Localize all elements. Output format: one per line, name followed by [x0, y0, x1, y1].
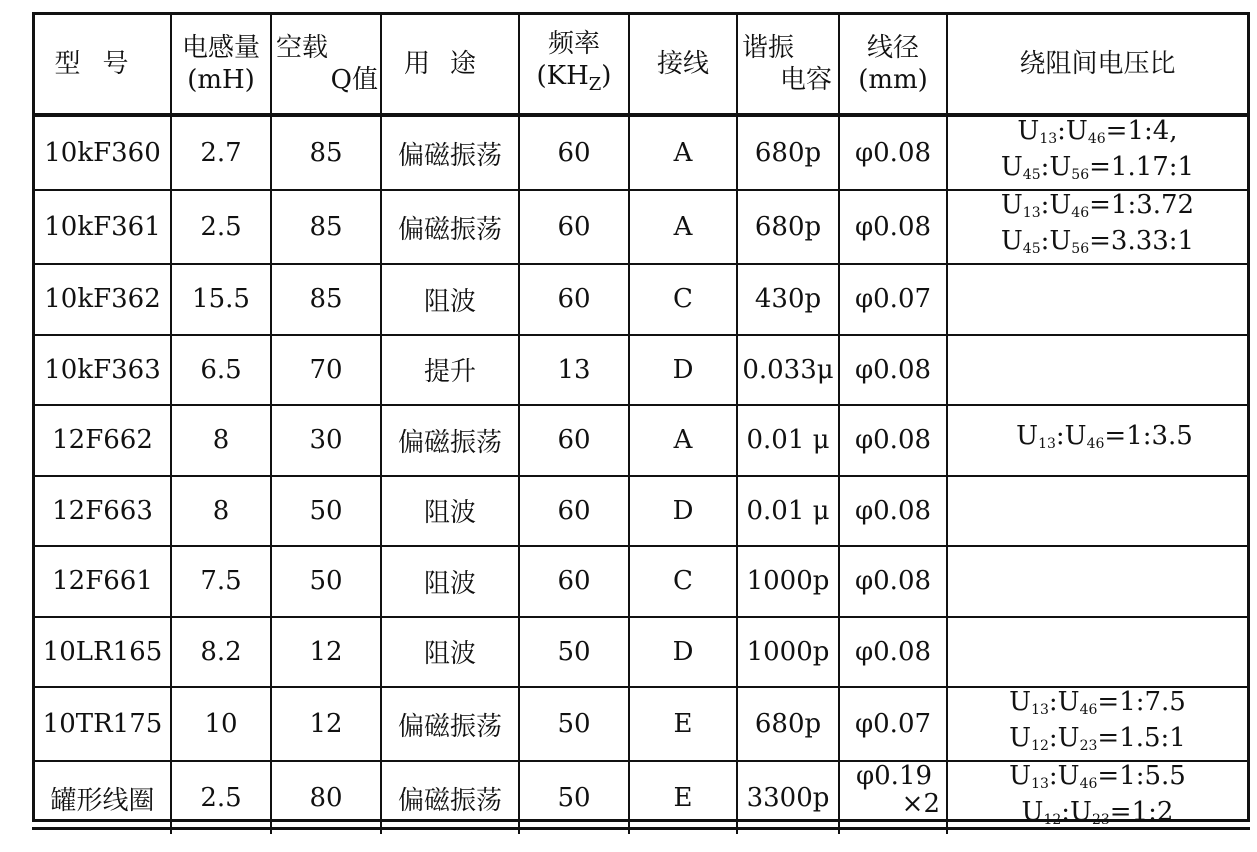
- voltage-ratio-cell: [947, 264, 1247, 335]
- ratio-text: U: [1009, 761, 1032, 791]
- ratio-text: =1.5:1: [1097, 723, 1186, 753]
- capacitance-cell: 680p: [737, 115, 839, 190]
- ratio-text: :U: [1055, 421, 1087, 452]
- ratio-subscript: 13: [1022, 205, 1041, 221]
- frequency-cell: 50: [519, 687, 629, 761]
- ratio-subscript: 12: [1043, 812, 1062, 828]
- model-cell: 10kF362: [35, 264, 171, 335]
- table-row: [35, 115, 1247, 190]
- q-value-cell: 80: [271, 761, 381, 834]
- ratio-text: =1:2: [1109, 797, 1174, 827]
- model-cell: 罐形线圈: [35, 761, 171, 834]
- q-value-cell: 12: [271, 687, 381, 761]
- wire-diameter-cell: φ0.08: [839, 476, 947, 547]
- ratio-subscript: 46: [1086, 436, 1105, 453]
- ratio-subscript: 56: [1071, 241, 1090, 257]
- wire-diameter-cell: [839, 761, 947, 834]
- connection-cell: C: [629, 546, 737, 617]
- connection-cell: A: [629, 190, 737, 264]
- inductance-cell: 6.5: [171, 335, 271, 406]
- table-row: [35, 335, 1247, 406]
- inductance-cell: 8: [171, 476, 271, 547]
- q-value-cell: 85: [271, 115, 381, 190]
- frequency-cell: 60: [519, 264, 629, 335]
- capacitance-cell: 0.033μ: [737, 335, 839, 406]
- q-value-cell: 85: [271, 190, 381, 264]
- q-value-cell: 85: [271, 264, 381, 335]
- header-inductance: 电感量 (mH): [171, 15, 271, 115]
- ratio-text: =1:3.72: [1089, 190, 1195, 220]
- voltage-ratio-line: [948, 688, 1247, 724]
- model-cell: 12F662: [35, 405, 171, 476]
- table-row: [35, 761, 1247, 834]
- voltage-ratio-line: [948, 153, 1247, 189]
- coil-spec-table: [35, 15, 1247, 834]
- ratio-text: =3.33:1: [1089, 226, 1195, 256]
- table-row: [35, 546, 1247, 617]
- capacitance-cell: 1000p: [737, 546, 839, 617]
- ratio-subscript: 23: [1079, 738, 1098, 754]
- ratio-subscript: 13: [1039, 131, 1058, 147]
- use-cell: 阻波: [381, 546, 519, 617]
- inductance-cell: 8: [171, 405, 271, 476]
- wire-diameter-cell: φ0.08: [839, 405, 947, 476]
- use-cell: 偏磁振荡: [381, 761, 519, 834]
- ratio-text: U: [1009, 723, 1032, 753]
- use-cell: 阻波: [381, 617, 519, 688]
- capacitance-cell: 0.01 μ: [737, 405, 839, 476]
- model-cell: 10kF360: [35, 115, 171, 190]
- header-frequency: 频率 $(KH_Z)$: [519, 15, 629, 115]
- voltage-ratio-cell: [947, 190, 1247, 264]
- ratio-text: :U: [1048, 761, 1080, 791]
- model-cell: 10kF363: [35, 335, 171, 406]
- ratio-text: :U: [1040, 226, 1072, 256]
- use-cell: 阻波: [381, 264, 519, 335]
- ratio-text: :U: [1057, 116, 1088, 146]
- ratio-text: U: [1000, 190, 1023, 220]
- model-cell: 12F661: [35, 546, 171, 617]
- capacitance-cell: 1000p: [737, 617, 839, 688]
- header-wire-diameter: 线径 (mm): [839, 15, 947, 115]
- wire-diameter-cell: φ0.07: [839, 264, 947, 335]
- ratio-subscript: 12: [1031, 738, 1049, 754]
- use-cell: 偏磁振荡: [381, 687, 519, 761]
- ratio-text: :U: [1040, 152, 1072, 182]
- voltage-ratio-line: [948, 798, 1247, 834]
- voltage-ratio-line: [948, 724, 1247, 760]
- frequency-cell: 60: [519, 115, 629, 190]
- header-capacitance: 谐振 电容: [737, 15, 839, 115]
- frequency-cell: 50: [519, 617, 629, 688]
- model-cell: 12F663: [35, 476, 171, 547]
- q-value-cell: 50: [271, 476, 381, 547]
- header-connection: 接线: [629, 15, 737, 115]
- capacitance-cell: 680p: [737, 687, 839, 761]
- connection-cell: A: [629, 405, 737, 476]
- table-row: [35, 264, 1247, 335]
- header-use: 用途: [381, 15, 519, 115]
- inductance-cell: 10: [171, 687, 271, 761]
- connection-cell: C: [629, 264, 737, 335]
- ratio-subscript: 13: [1031, 702, 1049, 718]
- voltage-ratio-line: [948, 227, 1247, 263]
- voltage-ratio-cell: [947, 687, 1247, 761]
- connection-cell: E: [629, 687, 737, 761]
- q-value-cell: 70: [271, 335, 381, 406]
- use-cell: 偏磁振荡: [381, 115, 519, 190]
- ratio-subscript: 13: [1031, 776, 1049, 792]
- use-cell: 提升: [381, 335, 519, 406]
- ratio-text: =1:7.5: [1097, 687, 1186, 717]
- ratio-text: =1.17:1: [1089, 152, 1195, 182]
- inductance-cell: 2.5: [171, 190, 271, 264]
- ratio-subscript: 46: [1071, 205, 1090, 221]
- ratio-text: :U: [1061, 797, 1092, 827]
- wire-diameter-cell: φ0.08: [839, 115, 947, 190]
- inductance-cell: 2.5: [171, 761, 271, 834]
- ratio-text: =1:4,: [1105, 116, 1178, 146]
- ratio-text: =1:3.5: [1104, 421, 1193, 452]
- wire-diameter-cell: φ0.08: [839, 546, 947, 617]
- ratio-subscript: 46: [1087, 131, 1106, 147]
- wire-diameter-cell: φ0.08: [839, 335, 947, 406]
- ratio-text: :U: [1048, 687, 1080, 717]
- ratio-subscript: 46: [1079, 776, 1098, 792]
- q-value-cell: 50: [271, 546, 381, 617]
- frequency-cell: 13: [519, 335, 629, 406]
- voltage-ratio-line: [962, 422, 1247, 458]
- table-row: [35, 190, 1247, 264]
- table-row: [35, 687, 1247, 761]
- table-row: [35, 476, 1247, 547]
- model-cell: 10kF361: [35, 190, 171, 264]
- header-row: [35, 15, 1247, 115]
- ratio-text: U: [1000, 226, 1023, 256]
- inductance-cell: 2.7: [171, 115, 271, 190]
- wire-diameter-cell: φ0.08: [839, 617, 947, 688]
- frequency-cell: 60: [519, 405, 629, 476]
- voltage-ratio-cell: [947, 546, 1247, 617]
- frequency-cell: 60: [519, 546, 629, 617]
- connection-cell: D: [629, 335, 737, 406]
- voltage-ratio-cell: [947, 476, 1247, 547]
- use-cell: 偏磁振荡: [381, 190, 519, 264]
- ratio-subscript: 45: [1022, 167, 1041, 183]
- wire-diameter-multiplier: ×2: [901, 789, 940, 819]
- ratio-subscript: 56: [1071, 167, 1090, 183]
- model-cell: 10TR175: [35, 687, 171, 761]
- inductance-cell: 7.5: [171, 546, 271, 617]
- table-row: [35, 405, 1247, 476]
- ratio-text: U: [1021, 797, 1044, 827]
- use-cell: 偏磁振荡: [381, 405, 519, 476]
- connection-cell: D: [629, 617, 737, 688]
- inductance-cell: 8.2: [171, 617, 271, 688]
- connection-cell: A: [629, 115, 737, 190]
- ratio-subscript: 45: [1022, 241, 1041, 257]
- ratio-subscript: 46: [1079, 702, 1098, 718]
- capacitance-cell: 430p: [737, 264, 839, 335]
- inductance-cell: 15.5: [171, 264, 271, 335]
- frequency-cell: 50: [519, 761, 629, 834]
- connection-cell: D: [629, 476, 737, 547]
- voltage-ratio-line: [948, 191, 1247, 227]
- header-model: 型号: [35, 15, 171, 115]
- voltage-ratio-cell: [947, 335, 1247, 406]
- use-cell: 阻波: [381, 476, 519, 547]
- voltage-ratio-line: [948, 117, 1247, 153]
- frequency-cell: 60: [519, 476, 629, 547]
- wire-diameter-cell: φ0.08: [839, 190, 947, 264]
- model-cell: 10LR165: [35, 617, 171, 688]
- ratio-subscript: 13: [1038, 436, 1056, 453]
- q-value-cell: 12: [271, 617, 381, 688]
- voltage-ratio-cell: [947, 405, 1247, 476]
- header-q-value: 空载 Q值: [271, 15, 381, 115]
- ratio-text: =1:5.5: [1097, 761, 1186, 791]
- header-voltage-ratio: 绕阻间电压比: [947, 15, 1247, 115]
- capacitance-cell: 3300p: [737, 761, 839, 834]
- ratio-text: U: [1009, 687, 1032, 717]
- ratio-text: U: [1016, 421, 1039, 452]
- capacitance-cell: 0.01 μ: [737, 476, 839, 547]
- ratio-text: :U: [1048, 723, 1080, 753]
- ratio-text: U: [1017, 116, 1040, 146]
- voltage-ratio-line: [948, 762, 1247, 798]
- ratio-text: :U: [1040, 190, 1072, 220]
- frequency-cell: 60: [519, 190, 629, 264]
- q-value-cell: 30: [271, 405, 381, 476]
- voltage-ratio-cell: [947, 617, 1247, 688]
- voltage-ratio-cell: [947, 115, 1247, 190]
- wire-diameter-value: φ0.19: [855, 761, 933, 791]
- connection-cell: E: [629, 761, 737, 834]
- table-row: [35, 617, 1247, 688]
- voltage-ratio-cell: [947, 761, 1247, 834]
- ratio-subscript: 23: [1091, 812, 1110, 828]
- wire-diameter-cell: φ0.07: [839, 687, 947, 761]
- ratio-text: U: [1000, 152, 1023, 182]
- capacitance-cell: 680p: [737, 190, 839, 264]
